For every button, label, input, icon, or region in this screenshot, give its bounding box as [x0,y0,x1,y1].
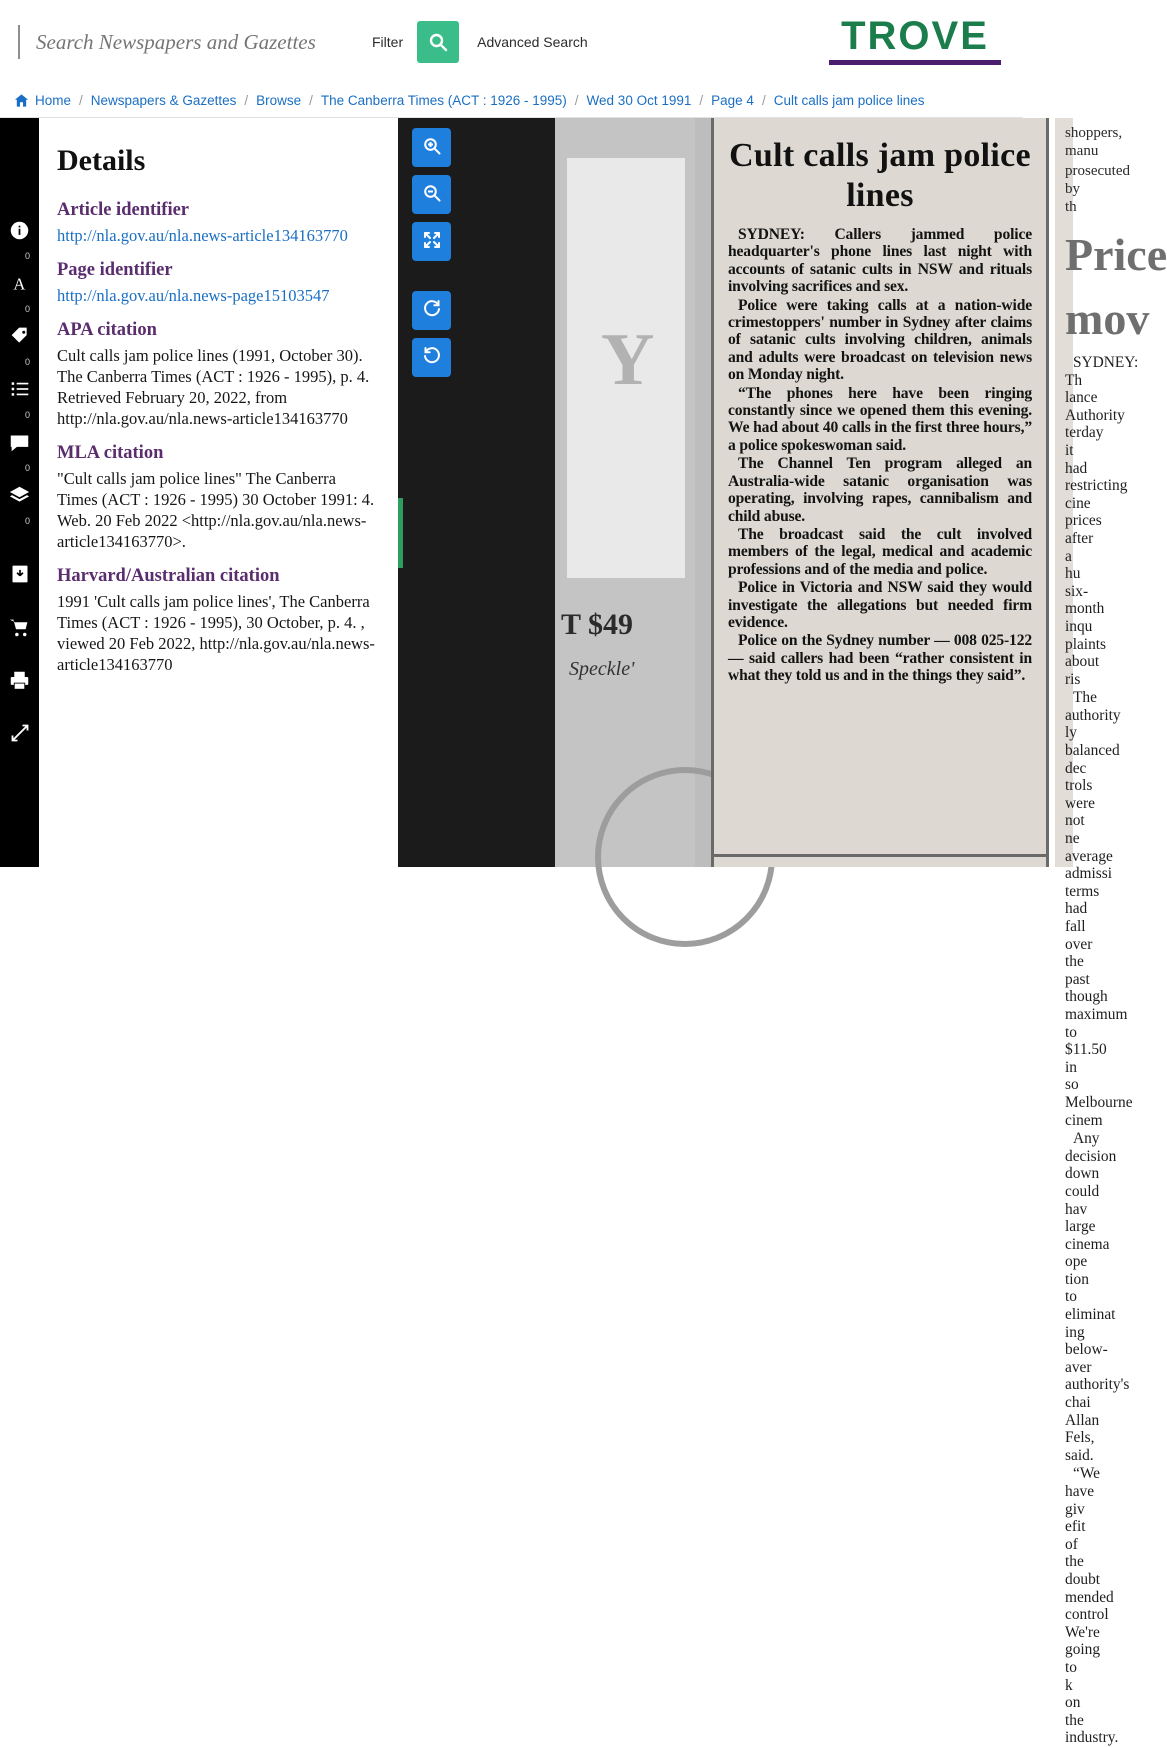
section-heading: Harvard/Australian citation [57,566,280,586]
search-icon [428,32,448,52]
zoom-in-button[interactable] [412,128,451,167]
page-image[interactable] [555,118,1167,1747]
info-icon [9,214,30,246]
breadcrumb [0,84,1023,118]
rail-item-info[interactable] [0,214,39,267]
layers-icon [9,479,30,511]
search-button[interactable] [417,21,459,63]
article-identifier-link[interactable]: http://nla.gov.au/nla.news-article134163770 [57,226,348,245]
harvard-citation-text: 1991 'Cult calls jam police lines', The Canberra Times (ACT : 1926 - 1995), 30 October, p. 4. , viewed 20 Feb 2022, http://nla.gov.au/nla.news-article134163770 [57,592,375,674]
rail-badge-tag: 0 [24,357,30,367]
mla-citation-text: "Cult calls jam police lines" The Canberra Times (ACT : 1926 - 1995) 30 October 1991: 4. Web. 20 Feb 2022 <http://nla.gov.au/nla.news-article134163770>. [57,469,375,551]
breadcrumb-separator: / [574,93,579,108]
apa-citation-text: Cult calls jam police lines (1991, October 30). The Canberra Times (ACT : 1926 - 1995), p. 4. Retrieved February 20, 2022, from http://nla.gov.au/nla.news-article134163770 [57,346,370,428]
rail-badge-info: 0 [24,251,30,261]
rail-item-layers[interactable] [0,479,39,532]
download-icon [10,558,30,589]
rail-item-list[interactable] [0,373,39,426]
zoom-in-icon [422,136,442,159]
svg-text:A: A [13,274,26,294]
breadcrumb-item-browse[interactable]: Browse [256,93,302,108]
search-input[interactable] [34,29,354,56]
rail-item-text[interactable] [0,267,39,320]
article-paragraph: SYDNEY: Callers jammed police headquarter's phone lines last night with accounts of satanic cults in NSW and rituals involving sacrifices and sex. [728,226,1032,296]
details-panel [39,118,398,867]
page-canvas[interactable] [398,118,1167,1747]
toolbar-spacer [412,269,451,283]
rail-badge-comment: 0 [24,463,30,473]
rail-badge-list: 0 [24,410,30,420]
text-icon [9,267,30,299]
rail-item-comment[interactable] [0,426,39,479]
article-paragraph: The Channel Ten program alleged an Australia-wide satanic organisation was operating, involving rapes, cannibalism and child abuse. [728,455,1032,525]
fit-icon [422,230,442,253]
article-paragraph: Police were taking calls at a nation-wide crimestoppers' number in Sydney after claims of satanic cults involving children, animals and adults were broadcast on television news on Monday night. [728,296,1032,384]
details-section-page-identifier [57,260,376,306]
page-identifier-link[interactable]: http://nla.gov.au/nla.news-page15103547 [57,286,330,305]
rotate-right-button[interactable] [412,291,451,330]
adjacent-article-column[interactable]: shoppers, manu prosecuted by th Price mov SYDNEY: Th lance Authority terday it had restricting cine prices after a hu six-month inqu plaints about ris The authority ly balanced dec trols were not ne average admissi terms had fall over the past though maximum to $11.50 in so Melbourne cinem Any decision down could hav large cinema ope tion to eliminat ing below-aver authority's chai Allan Fels, said. “We have giv efit of the doubt mended control We're going to k on the industry. [1055,118,1073,867]
article-paragraph: The broadcast said the cult involved members of the legal, medical and academic professions and of the media and police. [728,525,1032,578]
trove-logo-underline [829,60,1001,65]
list-icon [10,373,30,404]
scroll-position-marker[interactable] [398,498,403,568]
rotate-ccw-icon [422,346,442,369]
section-heading: MLA citation [57,443,164,463]
rail-item-print[interactable] [0,664,39,717]
fit-page-button[interactable] [412,222,451,261]
breadcrumb-item-title[interactable]: The Canberra Times (ACT : 1926 - 1995) [320,93,567,108]
breadcrumb-home[interactable]: Home [35,93,72,108]
comment-icon [9,426,30,458]
expand-icon [10,717,30,748]
advertisement-column [555,118,695,867]
section-heading: Page identifier [57,260,173,280]
print-icon [9,664,30,696]
rotate-cw-icon [422,299,442,322]
search-divider [18,25,20,59]
section-heading: APA citation [57,320,157,340]
rail-badge-text: 0 [24,304,30,314]
article-clipping[interactable] [711,118,1049,867]
advertisement-price: T $49 [561,608,633,641]
breadcrumb-separator: / [761,93,766,108]
article-paragraph: “The phones here have been ringing constantly since we opened them this evening. We had about 40 calls in the first three hours,” a police spokeswoman said. [728,384,1032,454]
trove-logo[interactable] [829,14,1001,65]
breadcrumb-item-article[interactable]: Cult calls jam police lines [773,93,925,108]
tag-icon [10,320,30,351]
trove-logo-text: TROVE [841,14,989,58]
tool-rail [0,118,39,867]
advanced-search-link[interactable]: Advanced Search [477,34,588,50]
top-search-bar [0,0,1023,84]
filter-button[interactable]: Filter [372,34,404,50]
home-icon[interactable] [14,93,29,108]
breadcrumb-item-newspapers[interactable]: Newspapers & Gazettes [90,93,237,108]
article-bottom-rule [714,854,1046,857]
breadcrumb-separator: / [309,93,313,108]
newspaper-viewer[interactable] [398,118,1167,1747]
rail-item-download[interactable] [0,558,39,611]
details-section-article-identifier [57,200,376,246]
breadcrumb-separator: / [79,93,83,108]
details-section-apa-citation [57,320,376,429]
article-paragraph: Police on the Sydney number — 008 025-122 — said callers had been “rather consistent in what they told us and in the things they said”. [728,632,1032,685]
rail-item-tag[interactable] [0,320,39,373]
rail-item-expand[interactable] [0,717,39,770]
details-section-harvard-citation [57,566,376,675]
page-title: Details [57,144,146,177]
rotate-left-button[interactable] [412,338,451,377]
breadcrumb-item-page[interactable]: Page 4 [711,93,754,108]
rail-item-cart[interactable] [0,611,39,664]
viewer-toolbar [412,128,451,377]
details-section-mla-citation [57,443,376,552]
advertisement-letter: Y [601,319,655,401]
rail-badge-layers: 0 [24,516,30,526]
cart-icon [9,611,30,643]
article-headline: Cult calls jam police lines [729,137,1031,214]
main-area [0,118,1167,1747]
article-paragraph: Police in Victoria and NSW said they would investigate the allegations but needed firm evidence. [728,579,1032,631]
breadcrumb-separator: / [244,93,249,108]
section-heading: Article identifier [57,200,190,220]
search-group [18,21,588,63]
zoom-out-button[interactable] [412,175,451,214]
breadcrumb-separator: / [699,93,704,108]
zoom-out-icon [422,183,442,206]
advertisement-caption: Speckle' [569,658,635,680]
breadcrumb-item-date[interactable]: Wed 30 Oct 1991 [586,93,692,108]
